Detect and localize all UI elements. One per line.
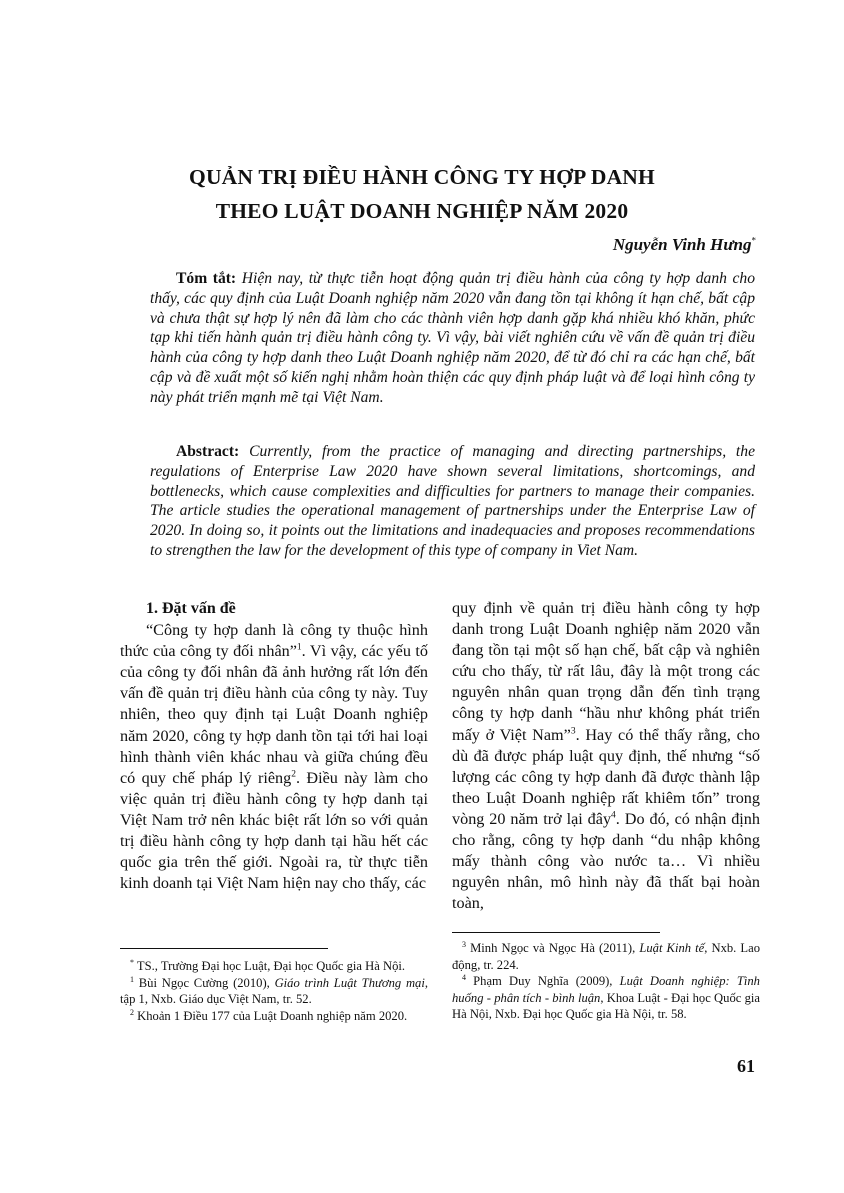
body-column-left (120, 598, 428, 894)
text-run: . Hay có thể thấy rằng, cho dù đã được pháp luật quy định, thế nhưng “số lượng các công ty hợp danh đã được thành lập theo Luật Doanh nghiệp rất khiêm tốn” trong vòng 20 năm trở lại đây (452, 725, 761, 828)
footnote-mark: * (130, 957, 134, 967)
footnote-title: Luật Doanh nghiệp: Tình huống - phân tích - bình luận (452, 974, 760, 1005)
footnote-text: , Khoa Luật - Đại học Quốc gia Hà Nội, Nxb. Đại học Quốc gia Hà Nội, tr. 58. (452, 990, 760, 1021)
text-run: quy định về quản trị điều hành công ty hợp danh trong Luật Doanh nghiệp năm 2020 vẫn đang tồn tại một số hạn chế, bất cập và nghiên cứu cho thấy, từ rất lâu, đây là một trong các nguyên nhân quan trọng dẫn đến tình trạng công ty hợp danh “hầu như không phát triển mấy ở Việt Nam” (452, 599, 760, 744)
footnote-mark: 1 (130, 974, 134, 984)
footnote-title: Giáo trình Luật Thương mại (274, 975, 425, 990)
abstract-vi-text: Hiện nay, từ thực tiễn hoạt động quản trị điều hành của công ty hợp danh cho thấy, các quy định của Luật Doanh nghiệp năm 2020 vẫn đang tồn tại không ít hạn chế, bất cập và chưa thật sự hợp lý nên đã làm cho các thành viên hợp danh gặp khá nhiều khó khăn, phức tạp khi tiến hành quản trị điều hành công ty. Vì vậy, bài viết nghiên cứu về vấn đề quản trị điều hành của công ty hợp danh theo Luật Doanh nghiệp năm 2020, để từ đó chỉ ra các hạn chế, bất cập và đề xuất một số kiến nghị nhằm hoàn thiện các quy định pháp luật và để loại hình công ty này phát triển mạnh mẽ tại Việt Nam. (150, 270, 755, 406)
abstract-vietnamese (150, 269, 755, 408)
abstract-vi-lead: Tóm tắt: (176, 270, 237, 287)
footnote-ref[interactable]: 1 (296, 642, 302, 653)
footnote-ref[interactable]: 4 (611, 810, 616, 821)
footnote-divider-right (452, 932, 660, 933)
footnote-1 (120, 975, 428, 1008)
footnote-mark: 4 (462, 972, 466, 982)
section-heading: 1. Đặt vấn đề (146, 600, 236, 617)
footnote-title: Luật Kinh tế (639, 941, 705, 955)
author-name: Nguyễn Vinh Hưng (612, 235, 752, 254)
paragraph (452, 598, 760, 914)
footnote-3 (452, 940, 760, 973)
footnote-mark: 3 (462, 939, 466, 949)
footnotes-right (452, 940, 760, 1023)
footnote-divider-left (120, 948, 328, 949)
footnote-text: Minh Ngọc và Ngọc Hà (2011), (470, 941, 640, 955)
title-line-1: QUẢN TRỊ ĐIỀU HÀNH CÔNG TY HỢP DANH (189, 165, 655, 189)
text-run: . Do đó, có nhận định cho rằng, công ty hợp danh “du nhập không mấy thành công vào nước ta… Vì nhiều nguyên nhân, mô hình này đã thất bại hoàn toàn, (452, 809, 760, 913)
footnote-text: Khoản 1 Điều 177 của Luật Doanh nghiệp năm 2020. (137, 1008, 408, 1023)
footnote-2 (120, 1008, 428, 1025)
author (613, 235, 756, 255)
title-line-2: THEO LUẬT DOANH NGHIỆP NĂM 2020 (215, 199, 629, 223)
footnote-text: , Nxb. Lao động, tr. 224. (452, 941, 760, 972)
abstract-en-text: Currently, from the practice of managing and directing partnerships, the regulations of Enterprise Law 2020 have shown several limitations, shortcomings, and bottlenecks, which cause complexities and difficulties for partners to manage their companies. The article studies the operational management of partnerships under the Enterprise Law of 2020. In doing so, it points out the limitations and inadequacies and proposes recommendations to strengthen the law for the development of this type of company in Viet Nam. (150, 443, 755, 559)
footnote-ref[interactable]: 2 (291, 769, 296, 780)
text-run: “Công ty hợp danh là công ty thuộc hình thức của công ty đối nhân” (120, 621, 428, 661)
abstract-english (150, 442, 755, 561)
abstract-en-lead: Abstract: (176, 443, 240, 460)
author-footnote-mark: * (751, 235, 756, 246)
paragraph (120, 620, 428, 894)
footnote-text: Phạm Duy Nghĩa (2009), (473, 974, 620, 988)
text-run: . Vì vậy, các yếu tố của công ty đối nhân đã ảnh hưởng rất lớn đến vấn đề quản trị điều hành của công ty này. Tuy nhiên, theo quy định tại Luật Doanh nghiệp năm 2020, công ty hợp danh tồn tại tới hai loại hình thành viên khác nhau và giữa chúng đều có quy chế pháp lý riêng (120, 642, 429, 787)
footnote-author (120, 958, 428, 975)
footnote-text: Bùi Ngọc Cường (2010), (138, 975, 275, 990)
footnote-text: , tập 1, Nxb. Giáo dục Việt Nam, tr. 52. (120, 975, 428, 1006)
footnote-text: TS., Trường Đại học Luật, Đại học Quốc gia Hà Nội. (136, 959, 406, 973)
page-number: 61 (737, 1056, 755, 1076)
footnote-4 (452, 973, 760, 1023)
body-column-right (452, 598, 760, 914)
text-run: . Điều này làm cho việc quản trị điều hành công ty hợp danh tại Việt Nam trở nên khác biệt rất lớn so với quản trị điều hành công ty hợp danh tại hầu hết các quốc gia trên thế giới. Ngoài ra, từ thực tiễn kinh doanh tại Việt Nam hiện nay cho thấy, các (120, 768, 428, 893)
footnote-mark: 2 (130, 1007, 134, 1017)
footnotes-left (120, 958, 428, 1024)
article-title (0, 160, 844, 228)
footnote-ref[interactable]: 3 (570, 726, 576, 737)
